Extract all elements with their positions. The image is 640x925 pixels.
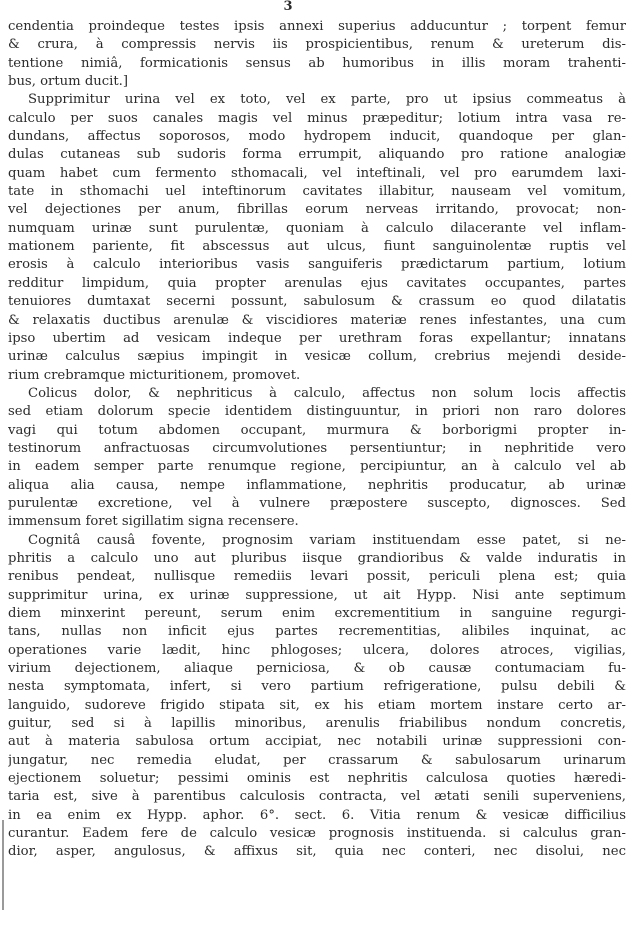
text-line: bus, ortum ducit.]: [8, 74, 128, 90]
text-line: dior, asper, angulosus, & affixus sit, quia nec conteri, nec disolui, nec: [8, 844, 626, 860]
text-line: nesta symptomata, infert, si vero partium refrigeratione, pulsu debili &: [8, 679, 626, 695]
text-line: operationes varie lædit, hinc phlogoses; ulcera, dolores atroces, vigilias,: [8, 642, 626, 658]
binding-edge-mark: [2, 820, 4, 910]
text-line: aliqua alia causa, nempe inflammatione, nephritis producatur, ab urinæ: [8, 477, 626, 493]
text-line: tans, nullas non inficit ejus partes recrementitias, alibiles inquinat, ac: [8, 624, 626, 640]
text-line: vel dejectiones per anum, fibrillas eorum nerveas irritando, provocat; non-: [8, 202, 626, 218]
text-line: in eadem semper parte renumque regione, percipiuntur, an à calculo vel ab: [8, 459, 626, 475]
text-line: dundans, affectus soporosos, modo hydropem inducit, quandoque per glan-: [8, 129, 626, 145]
body-text: [8, 18, 626, 862]
text-line: Cognitâ causâ fovente, prognosim variam instituendam esse patet, si ne-: [28, 532, 626, 548]
text-line: rium crebramque micturitionem, promovet.: [8, 367, 301, 383]
text-line: Supprimitur urina vel ex toto, vel ex parte, pro ut ipsius commeatus à: [28, 92, 626, 108]
text-line: redditur limpidum, quia propter arenulas ejus cavitates occupantes, partes: [8, 275, 626, 291]
text-line: supprimitur urina, ex urinæ suppressione, ut ait Hypp. Nisi ante septimum: [8, 587, 626, 603]
text-line: erosis à calculo interioribus vasis sanguiferis prædictarum partium, lotium: [8, 257, 626, 273]
text-line: dulas cutaneas sub sudoris forma errumpit, aliquando pro ratione analogiæ: [8, 147, 626, 163]
text-line: urinæ calculus sæpius impingit in vesicæ collum, crebrius mejendi deside-: [8, 349, 626, 365]
text-line: in ea enim ex Hypp. aphor. 6°. sect. 6. Vitia renum & vesicæ difficilius: [8, 807, 626, 823]
text-line: vagi qui totum abdomen occupant, murmura & borborigmi propter in-: [8, 422, 626, 438]
text-line: phritis a calculo uno aut pluribus iisque grandioribus & valde induratis in: [8, 550, 626, 566]
text-line: renibus pendeat, nullisque remediis levari possit, periculi plena est; quia: [8, 569, 626, 585]
text-line: Colicus dolor, & nephriticus à calculo, affectus non solum locis affectis: [28, 385, 626, 401]
text-line: & crura, à compressis nervis iis prospicientibus, renum & ureterum dis-: [8, 37, 626, 53]
text-line: immensum foret sigillatim signa recensere.: [8, 514, 299, 530]
text-line: languido, sudoreve frigido stipata sit, ex his etiam mortem instare certo ar-: [8, 697, 626, 713]
text-line: testinorum anfractuosas circumvolutiones persentiuntur; in nephritide vero: [8, 440, 626, 456]
text-line: numquam urinæ sunt purulentæ, quoniam à calculo dilacerante vel inflam-: [8, 220, 626, 236]
text-line: purulentæ excretione, vel à vulnere præpostere suscepto, dignosces. Sed: [8, 495, 626, 511]
text-line: cendentia proindeque testes ipsis annexi superius adducuntur ; torpent femur: [8, 19, 626, 34]
text-line: ipso ubertim ad vesicam indeque per urethram foras expellantur; innatans: [8, 330, 626, 346]
text-line: taria est, sive à parentibus calculosis contracta, vel ætati senili superveniens,: [8, 789, 626, 805]
text-line: tate in sthomachi uel inteftinorum cavitates illabitur, nauseam vel vomitum,: [8, 184, 626, 200]
text-line: virium dejectionem, aliaque perniciosa, & ob causæ contumaciam fu-: [8, 661, 626, 677]
text-line: sed etiam dolorum specie identidem distinguuntur, in priori non raro dolores: [8, 404, 626, 420]
text-line: jungatur, nec remedia eludat, per crassarum & sabulosarum urinarum: [8, 752, 626, 768]
text-line: diem minxerint pereunt, serum enim excrementitium in sanguine regurgi-: [8, 606, 626, 621]
text-line: & relaxatis ductibus arenulæ & viscidiores materiæ renes infestantes, una cum: [8, 312, 626, 328]
text-line: mationem pariente, fit abscessus aut ulcus, fiunt sanguinolentæ ruptis vel: [8, 239, 626, 255]
page-number: 3: [283, 0, 293, 14]
text-line: calculo per suos canales magis vel minus præpeditur; lotium intra vasa re-: [8, 110, 626, 126]
text-line: quam habet cum fermento sthomacali, vel inteftinali, vel pro earumdem laxi-: [8, 165, 626, 181]
text-line: aut à materia sabulosa ortum accipiat, nec notabili urinæ suppressioni con-: [8, 734, 626, 750]
text-line: tentione nimiâ, formicationis sensus ab humoribus in illis moram trahenti-: [8, 55, 626, 71]
text-line: guitur, sed si à lapillis minoribus, arenulis friabilibus nondum concretis,: [8, 716, 626, 732]
text-line: curantur. Eadem fere de calculo vesicæ prognosis instituenda. si calculus gran-: [8, 826, 626, 842]
text-line: ejectionem soluetur; pessimi ominis est nephritis calculosa quoties hæredi-: [8, 771, 626, 787]
text-line: tenuiores dumtaxat secerni possunt, sabulosum & crassum eo quod dilatatis: [8, 294, 626, 310]
